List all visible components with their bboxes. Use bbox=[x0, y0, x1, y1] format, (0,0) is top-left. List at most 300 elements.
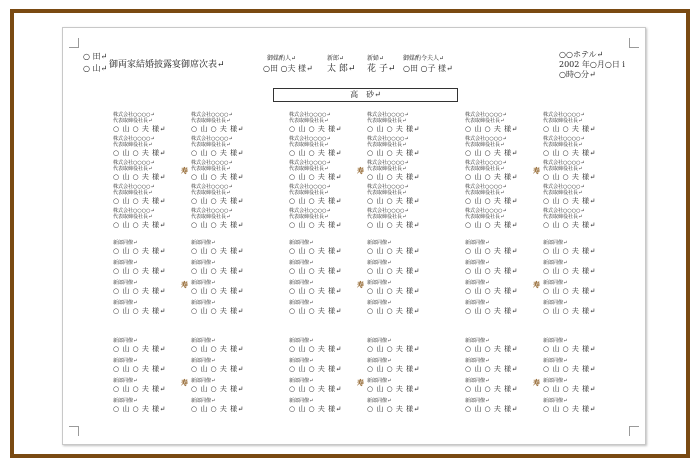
guest-entry bbox=[191, 208, 261, 232]
guest-name: ○ 山 ○ 夫 様↵ bbox=[113, 307, 166, 315]
guest-relation: 新郎同僚↵ bbox=[367, 260, 392, 266]
groom-parent-name: ○田 ○夫 様↵ bbox=[263, 64, 313, 73]
guest-entry bbox=[289, 260, 359, 280]
guest-name: ○ 山 ○ 夫 様↵ bbox=[113, 287, 166, 295]
guest-company: 株式会社○○○○↵ bbox=[543, 136, 585, 142]
guest-company: 株式会社○○○○↵ bbox=[543, 112, 585, 118]
guest-entry bbox=[191, 280, 261, 300]
guest-company: 株式会社○○○○↵ bbox=[113, 136, 155, 142]
guest-relation: 新郎同僚↵ bbox=[367, 398, 392, 404]
kotobuki-mark: 寿 bbox=[357, 166, 364, 175]
guest-name: ○ 山 ○ 夫 様↵ bbox=[465, 173, 518, 181]
guest-name: ○ 山 ○ 夫 様↵ bbox=[465, 247, 518, 255]
guest-entry bbox=[191, 112, 261, 136]
guest-name: ○ 山 ○ 夫 様↵ bbox=[191, 365, 244, 373]
guest-name: ○ 山 ○ 夫 様↵ bbox=[289, 247, 342, 255]
head-table-label: 高 砂↵ bbox=[350, 90, 381, 99]
guest-relation: 新郎同僚↵ bbox=[289, 300, 314, 306]
guest-name: ○ 山 ○ 夫 様↵ bbox=[367, 247, 420, 255]
guest-entry bbox=[191, 136, 261, 160]
guest-name: ○ 山 ○ 夫 様↵ bbox=[367, 221, 420, 229]
guest-entry bbox=[191, 240, 261, 260]
guest-name: ○ 山 ○ 夫 様↵ bbox=[367, 405, 420, 413]
guest-title: 代表取締役社長↵ bbox=[113, 166, 153, 172]
guest-entry bbox=[367, 398, 437, 418]
guest-entry bbox=[191, 338, 261, 358]
guest-entry bbox=[367, 358, 437, 378]
guest-entry bbox=[465, 112, 535, 136]
guest-entry bbox=[113, 338, 183, 358]
guest-name: ○ 山 ○ 夫 様↵ bbox=[465, 267, 518, 275]
guest-title: 代表取締役社長↵ bbox=[465, 190, 505, 196]
guest-entry bbox=[191, 358, 261, 378]
guest-name: ○ 山 ○ 夫 様↵ bbox=[191, 221, 244, 229]
guest-entry bbox=[113, 398, 183, 418]
seating-table bbox=[465, 112, 535, 232]
guest-company: 株式会社○○○○↵ bbox=[367, 160, 409, 166]
guest-entry bbox=[191, 160, 261, 184]
guest-entry bbox=[113, 378, 183, 398]
guest-entry bbox=[543, 260, 613, 280]
guest-company: 株式会社○○○○↵ bbox=[191, 184, 233, 190]
guest-name: ○ 山 ○ 夫 様↵ bbox=[543, 197, 596, 205]
guest-title: 代表取締役社長↵ bbox=[289, 142, 329, 148]
guest-entry bbox=[543, 240, 613, 260]
guest-relation: 新郎同僚↵ bbox=[465, 240, 490, 246]
guest-relation: 新郎同僚↵ bbox=[543, 280, 568, 286]
guest-entry bbox=[367, 136, 437, 160]
guest-title: 代表取締役社長↵ bbox=[289, 166, 329, 172]
guest-name: ○ 山 ○ 夫 様↵ bbox=[113, 365, 166, 373]
guest-relation: 新郎同僚↵ bbox=[113, 280, 138, 286]
guest-entry bbox=[465, 378, 535, 398]
guest-relation: 新郎同僚↵ bbox=[191, 280, 216, 286]
seating-table bbox=[367, 338, 437, 418]
guest-name: ○ 山 ○ 夫 様↵ bbox=[113, 345, 166, 353]
guest-relation: 新郎同僚↵ bbox=[289, 260, 314, 266]
guest-title: 代表取締役社長↵ bbox=[367, 118, 407, 124]
guest-entry bbox=[543, 338, 613, 358]
guest-name: ○ 山 ○ 夫 様↵ bbox=[465, 307, 518, 315]
guest-name: ○ 山 ○ 夫 様↵ bbox=[191, 247, 244, 255]
guest-entry bbox=[113, 240, 183, 260]
guest-company: 株式会社○○○○↵ bbox=[289, 136, 331, 142]
guest-title: 代表取締役社長↵ bbox=[367, 166, 407, 172]
guest-entry bbox=[113, 136, 183, 160]
seating-table bbox=[289, 112, 359, 232]
document-frame bbox=[10, 9, 690, 458]
guest-name: ○ 山 ○ 夫 様↵ bbox=[113, 197, 166, 205]
guest-relation: 新郎同僚↵ bbox=[465, 358, 490, 364]
guest-entry bbox=[367, 260, 437, 280]
seating-table bbox=[113, 338, 183, 418]
kotobuki-mark: 寿 bbox=[357, 280, 364, 289]
guest-relation: 新郎同僚↵ bbox=[289, 240, 314, 246]
guest-name: ○ 山 ○ 夫 様↵ bbox=[191, 345, 244, 353]
guest-entry bbox=[465, 260, 535, 280]
guest-relation: 新郎同僚↵ bbox=[289, 358, 314, 364]
guest-relation: 新郎同僚↵ bbox=[191, 260, 216, 266]
guest-title: 代表取締役社長↵ bbox=[191, 142, 231, 148]
guest-entry bbox=[543, 160, 613, 184]
seating-table bbox=[191, 240, 261, 320]
guest-name: ○ 山 ○ 夫 様↵ bbox=[191, 385, 244, 393]
guest-company: 株式会社○○○○↵ bbox=[191, 112, 233, 118]
crop-mark-bottom-right bbox=[629, 426, 639, 436]
guest-relation: 新郎同僚↵ bbox=[465, 338, 490, 344]
family-name-1: ○ 田↵ bbox=[83, 52, 108, 61]
guest-entry bbox=[465, 184, 535, 208]
guest-name: ○ 山 ○ 夫 様↵ bbox=[289, 221, 342, 229]
guest-name: ○ 山 ○ 夫 様↵ bbox=[367, 267, 420, 275]
guest-name: ○ 山 ○ 夫 様↵ bbox=[543, 307, 596, 315]
guest-company: 株式会社○○○○↵ bbox=[465, 184, 507, 190]
guest-name: ○ 山 ○ 夫 様↵ bbox=[289, 125, 342, 133]
guest-entry bbox=[191, 260, 261, 280]
guest-name: ○ 山 ○ 夫 様↵ bbox=[543, 267, 596, 275]
guest-entry bbox=[113, 184, 183, 208]
guest-relation: 新郎同僚↵ bbox=[367, 280, 392, 286]
guest-entry bbox=[191, 300, 261, 320]
seating-table bbox=[465, 240, 535, 320]
guest-entry bbox=[113, 160, 183, 184]
seating-table bbox=[543, 112, 613, 232]
guest-name: ○ 山 ○ 夫 様↵ bbox=[367, 365, 420, 373]
guest-entry bbox=[543, 378, 613, 398]
guest-name: ○ 山 ○ 夫 様↵ bbox=[465, 385, 518, 393]
guest-title: 代表取締役社長↵ bbox=[367, 190, 407, 196]
guest-entry bbox=[367, 240, 437, 260]
guest-name: ○ 山 ○ 夫 様↵ bbox=[367, 125, 420, 133]
guest-name: ○ 山 ○ 夫 様↵ bbox=[113, 385, 166, 393]
guest-entry bbox=[465, 300, 535, 320]
guest-relation: 新郎同僚↵ bbox=[113, 300, 138, 306]
guest-name: ○ 山 ○ 夫 様↵ bbox=[289, 287, 342, 295]
guest-company: 株式会社○○○○↵ bbox=[367, 136, 409, 142]
guest-title: 代表取締役社長↵ bbox=[543, 142, 583, 148]
guest-entry bbox=[113, 112, 183, 136]
guest-entry bbox=[465, 398, 535, 418]
seating-table bbox=[289, 338, 359, 418]
bride-parent-name: ○田 ○子 様↵ bbox=[403, 64, 453, 73]
seating-table bbox=[191, 338, 261, 418]
kotobuki-mark: 寿 bbox=[533, 280, 540, 289]
guest-entry bbox=[543, 112, 613, 136]
guest-company: 株式会社○○○○↵ bbox=[113, 160, 155, 166]
guest-entry bbox=[367, 208, 437, 232]
guest-title: 代表取締役社長↵ bbox=[543, 214, 583, 220]
guest-title: 代表取締役社長↵ bbox=[113, 118, 153, 124]
guest-company: 株式会社○○○○↵ bbox=[289, 208, 331, 214]
guest-name: ○ 山 ○ 夫 様↵ bbox=[367, 287, 420, 295]
guest-entry bbox=[543, 300, 613, 320]
kotobuki-mark: 寿 bbox=[533, 378, 540, 387]
guest-entry bbox=[367, 378, 437, 398]
guest-name: ○ 山 ○ 夫 様↵ bbox=[367, 173, 420, 181]
guest-relation: 新郎同僚↵ bbox=[113, 338, 138, 344]
guest-relation: 新郎同僚↵ bbox=[543, 260, 568, 266]
seating-table bbox=[543, 240, 613, 320]
guest-relation: 新郎同僚↵ bbox=[191, 240, 216, 246]
bride-label: 新婦↵ bbox=[367, 55, 385, 62]
guest-name: ○ 山 ○ 夫 様↵ bbox=[543, 385, 596, 393]
document-page bbox=[62, 27, 646, 445]
kotobuki-mark: 寿 bbox=[181, 280, 188, 289]
guest-entry bbox=[465, 136, 535, 160]
crop-mark-top-right bbox=[629, 38, 639, 48]
guest-relation: 新郎同僚↵ bbox=[191, 338, 216, 344]
bride-parent-label: 御媒酌令夫人↵ bbox=[403, 55, 445, 62]
guest-title: 代表取締役社長↵ bbox=[465, 118, 505, 124]
guest-entry bbox=[191, 184, 261, 208]
guest-name: ○ 山 ○ 夫 様↵ bbox=[543, 405, 596, 413]
seating-table bbox=[113, 240, 183, 320]
guest-relation: 新郎同僚↵ bbox=[367, 300, 392, 306]
head-table-box bbox=[273, 88, 458, 102]
guest-entry bbox=[289, 184, 359, 208]
guest-relation: 新郎同僚↵ bbox=[543, 338, 568, 344]
seating-table bbox=[465, 338, 535, 418]
guest-entry bbox=[367, 184, 437, 208]
guest-name: ○ 山 ○ 夫 様↵ bbox=[543, 287, 596, 295]
guest-name: ○ 山 ○ 夫 様↵ bbox=[289, 385, 342, 393]
guest-relation: 新郎同僚↵ bbox=[113, 260, 138, 266]
guest-relation: 新郎同僚↵ bbox=[367, 338, 392, 344]
guest-relation: 新郎同僚↵ bbox=[465, 280, 490, 286]
guest-entry bbox=[289, 208, 359, 232]
guest-title: 代表取締役社長↵ bbox=[289, 214, 329, 220]
guest-entry bbox=[543, 398, 613, 418]
guest-name: ○ 山 ○ 夫 様↵ bbox=[543, 345, 596, 353]
guest-name: ○ 山 ○ 夫 様↵ bbox=[367, 197, 420, 205]
guest-entry bbox=[543, 136, 613, 160]
guest-name: ○ 山 ○ 夫 様↵ bbox=[289, 267, 342, 275]
bride-name: 花 子↵ bbox=[367, 64, 396, 74]
guest-company: 株式会社○○○○↵ bbox=[465, 160, 507, 166]
kotobuki-mark: 寿 bbox=[181, 378, 188, 387]
guest-entry bbox=[113, 208, 183, 232]
guest-company: 株式会社○○○○↵ bbox=[543, 184, 585, 190]
guest-name: ○ 山 ○ 夫 様↵ bbox=[289, 405, 342, 413]
crop-mark-bottom-left bbox=[69, 426, 79, 436]
kotobuki-mark: 寿 bbox=[181, 166, 188, 175]
guest-entry bbox=[367, 280, 437, 300]
guest-relation: 新郎同僚↵ bbox=[113, 398, 138, 404]
guest-name: ○ 山 ○ 夫 様↵ bbox=[191, 267, 244, 275]
guest-relation: 新郎同僚↵ bbox=[191, 398, 216, 404]
guest-name: ○ 山 ○ 夫 様↵ bbox=[543, 173, 596, 181]
guest-entry bbox=[191, 398, 261, 418]
guest-relation: 新郎同僚↵ bbox=[367, 240, 392, 246]
guest-entry bbox=[113, 300, 183, 320]
guest-name: ○ 山 ○ 夫 様↵ bbox=[465, 149, 518, 157]
seating-table bbox=[289, 240, 359, 320]
guest-entry bbox=[465, 280, 535, 300]
guest-relation: 新郎同僚↵ bbox=[191, 358, 216, 364]
guest-name: ○ 山 ○ 夫 様↵ bbox=[191, 197, 244, 205]
guest-name: ○ 山 ○ 夫 様↵ bbox=[543, 247, 596, 255]
guest-company: 株式会社○○○○↵ bbox=[191, 208, 233, 214]
event-title: 御両家結婚披露宴御席次表↵ bbox=[109, 60, 225, 70]
seating-table bbox=[113, 112, 183, 232]
guest-company: 株式会社○○○○↵ bbox=[367, 208, 409, 214]
guest-entry bbox=[465, 160, 535, 184]
seating-table bbox=[367, 240, 437, 320]
guest-title: 代表取締役社長↵ bbox=[191, 166, 231, 172]
seating-table bbox=[191, 112, 261, 232]
guest-entry bbox=[367, 160, 437, 184]
event-date: 2002 年○月○日 ⅰ bbox=[559, 60, 625, 69]
guest-relation: 新郎同僚↵ bbox=[543, 358, 568, 364]
guest-company: 株式会社○○○○↵ bbox=[289, 112, 331, 118]
guest-title: 代表取締役社長↵ bbox=[465, 142, 505, 148]
guest-name: ○ 山 ○ 夫 様↵ bbox=[367, 385, 420, 393]
guest-name: ○ 山 ○ 夫 様↵ bbox=[113, 149, 166, 157]
guest-title: 代表取締役社長↵ bbox=[367, 214, 407, 220]
guest-name: ○ 山 ○ 夫 様↵ bbox=[543, 125, 596, 133]
guest-name: ○ 山 ○ 夫 様↵ bbox=[113, 221, 166, 229]
guest-entry bbox=[289, 112, 359, 136]
family-name-2: ○ 山↵ bbox=[83, 64, 108, 73]
guest-company: 株式会社○○○○↵ bbox=[191, 136, 233, 142]
guest-name: ○ 山 ○ 夫 様↵ bbox=[113, 247, 166, 255]
guest-company: 株式会社○○○○↵ bbox=[113, 184, 155, 190]
guest-relation: 新郎同僚↵ bbox=[289, 378, 314, 384]
guest-title: 代表取締役社長↵ bbox=[543, 166, 583, 172]
guest-name: ○ 山 ○ 夫 様↵ bbox=[465, 345, 518, 353]
guest-entry bbox=[465, 208, 535, 232]
guest-entry bbox=[543, 358, 613, 378]
guest-relation: 新郎同僚↵ bbox=[465, 300, 490, 306]
guest-relation: 新郎同僚↵ bbox=[113, 358, 138, 364]
guest-title: 代表取締役社長↵ bbox=[465, 214, 505, 220]
guest-company: 株式会社○○○○↵ bbox=[191, 160, 233, 166]
guest-entry bbox=[289, 398, 359, 418]
event-time: ○時○分↵ bbox=[559, 70, 596, 79]
guest-company: 株式会社○○○○↵ bbox=[113, 112, 155, 118]
groom-name: 太 郎↵ bbox=[327, 64, 356, 74]
guest-relation: 新郎同僚↵ bbox=[191, 300, 216, 306]
guest-entry bbox=[113, 280, 183, 300]
guest-title: 代表取締役社長↵ bbox=[543, 190, 583, 196]
guest-title: 代表取締役社長↵ bbox=[465, 166, 505, 172]
guest-name: ○ 山 ○ 夫 様↵ bbox=[289, 345, 342, 353]
guest-name: ○ 山 ○ 夫 様↵ bbox=[113, 267, 166, 275]
guest-relation: 新郎同僚↵ bbox=[191, 378, 216, 384]
guest-name: ○ 山 ○ 夫 様↵ bbox=[465, 125, 518, 133]
guest-entry bbox=[465, 338, 535, 358]
guest-name: ○ 山 ○ 夫 様↵ bbox=[367, 307, 420, 315]
guest-relation: 新郎同僚↵ bbox=[367, 358, 392, 364]
guest-name: ○ 山 ○ 夫 様↵ bbox=[191, 149, 244, 157]
guest-company: 株式会社○○○○↵ bbox=[367, 112, 409, 118]
guest-title: 代表取締役社長↵ bbox=[191, 118, 231, 124]
guest-entry bbox=[543, 280, 613, 300]
guest-title: 代表取締役社長↵ bbox=[289, 118, 329, 124]
guest-name: ○ 山 ○ 夫 様↵ bbox=[465, 405, 518, 413]
guest-relation: 新郎同僚↵ bbox=[543, 398, 568, 404]
guest-title: 代表取締役社長↵ bbox=[113, 142, 153, 148]
guest-company: 株式会社○○○○↵ bbox=[543, 160, 585, 166]
crop-mark-top-left bbox=[69, 38, 79, 48]
guest-entry bbox=[289, 378, 359, 398]
guest-name: ○ 山 ○ 夫 様↵ bbox=[113, 125, 166, 133]
guest-relation: 新郎同僚↵ bbox=[113, 240, 138, 246]
guest-title: 代表取締役社長↵ bbox=[289, 190, 329, 196]
guest-company: 株式会社○○○○↵ bbox=[543, 208, 585, 214]
guest-relation: 新郎同僚↵ bbox=[289, 280, 314, 286]
guest-name: ○ 山 ○ 夫 様↵ bbox=[465, 365, 518, 373]
guest-entry bbox=[191, 378, 261, 398]
guest-relation: 新郎同僚↵ bbox=[543, 300, 568, 306]
guest-entry bbox=[289, 338, 359, 358]
guest-name: ○ 山 ○ 夫 様↵ bbox=[191, 287, 244, 295]
guest-name: ○ 山 ○ 夫 様↵ bbox=[289, 365, 342, 373]
guest-company: 株式会社○○○○↵ bbox=[465, 136, 507, 142]
guest-entry bbox=[367, 338, 437, 358]
guest-relation: 新郎同僚↵ bbox=[465, 378, 490, 384]
guest-relation: 新郎同僚↵ bbox=[543, 240, 568, 246]
groom-label: 新郎↵ bbox=[327, 55, 345, 62]
guest-name: ○ 山 ○ 夫 様↵ bbox=[543, 221, 596, 229]
guest-name: ○ 山 ○ 夫 様↵ bbox=[191, 405, 244, 413]
guest-relation: 新郎同僚↵ bbox=[113, 378, 138, 384]
guest-name: ○ 山 ○ 夫 様↵ bbox=[367, 345, 420, 353]
guest-name: ○ 山 ○ 夫 様↵ bbox=[191, 125, 244, 133]
guest-entry bbox=[465, 240, 535, 260]
guest-name: ○ 山 ○ 夫 様↵ bbox=[543, 365, 596, 373]
guest-name: ○ 山 ○ 夫 様↵ bbox=[465, 197, 518, 205]
guest-title: 代表取締役社長↵ bbox=[191, 214, 231, 220]
guest-name: ○ 山 ○ 夫 様↵ bbox=[289, 307, 342, 315]
guest-name: ○ 山 ○ 夫 様↵ bbox=[289, 173, 342, 181]
guest-relation: 新郎同僚↵ bbox=[465, 260, 490, 266]
guest-company: 株式会社○○○○↵ bbox=[367, 184, 409, 190]
guest-name: ○ 山 ○ 夫 様↵ bbox=[113, 173, 166, 181]
guest-entry bbox=[113, 358, 183, 378]
groom-parent-label: 御媒酌人↵ bbox=[267, 55, 297, 62]
guest-entry bbox=[367, 300, 437, 320]
guest-title: 代表取締役社長↵ bbox=[113, 214, 153, 220]
guest-relation: 新郎同僚↵ bbox=[543, 378, 568, 384]
guest-title: 代表取締役社長↵ bbox=[191, 190, 231, 196]
kotobuki-mark: 寿 bbox=[533, 166, 540, 175]
guest-title: 代表取締役社長↵ bbox=[367, 142, 407, 148]
guest-entry bbox=[543, 184, 613, 208]
guest-entry bbox=[543, 208, 613, 232]
guest-relation: 新郎同僚↵ bbox=[289, 338, 314, 344]
guest-name: ○ 山 ○ 夫 様↵ bbox=[289, 149, 342, 157]
guest-name: ○ 山 ○ 夫 様↵ bbox=[465, 287, 518, 295]
guest-entry bbox=[289, 160, 359, 184]
guest-entry bbox=[289, 136, 359, 160]
guest-name: ○ 山 ○ 夫 様↵ bbox=[289, 197, 342, 205]
guest-name: ○ 山 ○ 夫 様↵ bbox=[543, 149, 596, 157]
guest-name: ○ 山 ○ 夫 様↵ bbox=[191, 173, 244, 181]
guest-relation: 新郎同僚↵ bbox=[367, 378, 392, 384]
guest-company: 株式会社○○○○↵ bbox=[465, 112, 507, 118]
hall-name: ○○ホテル↵ bbox=[559, 50, 604, 59]
guest-relation: 新郎同僚↵ bbox=[465, 398, 490, 404]
guest-name: ○ 山 ○ 夫 様↵ bbox=[465, 221, 518, 229]
guest-relation: 新郎同僚↵ bbox=[289, 398, 314, 404]
guest-entry bbox=[367, 112, 437, 136]
guest-entry bbox=[289, 358, 359, 378]
guest-company: 株式会社○○○○↵ bbox=[465, 208, 507, 214]
seating-table bbox=[367, 112, 437, 232]
guest-name: ○ 山 ○ 夫 様↵ bbox=[191, 307, 244, 315]
guest-title: 代表取締役社長↵ bbox=[543, 118, 583, 124]
